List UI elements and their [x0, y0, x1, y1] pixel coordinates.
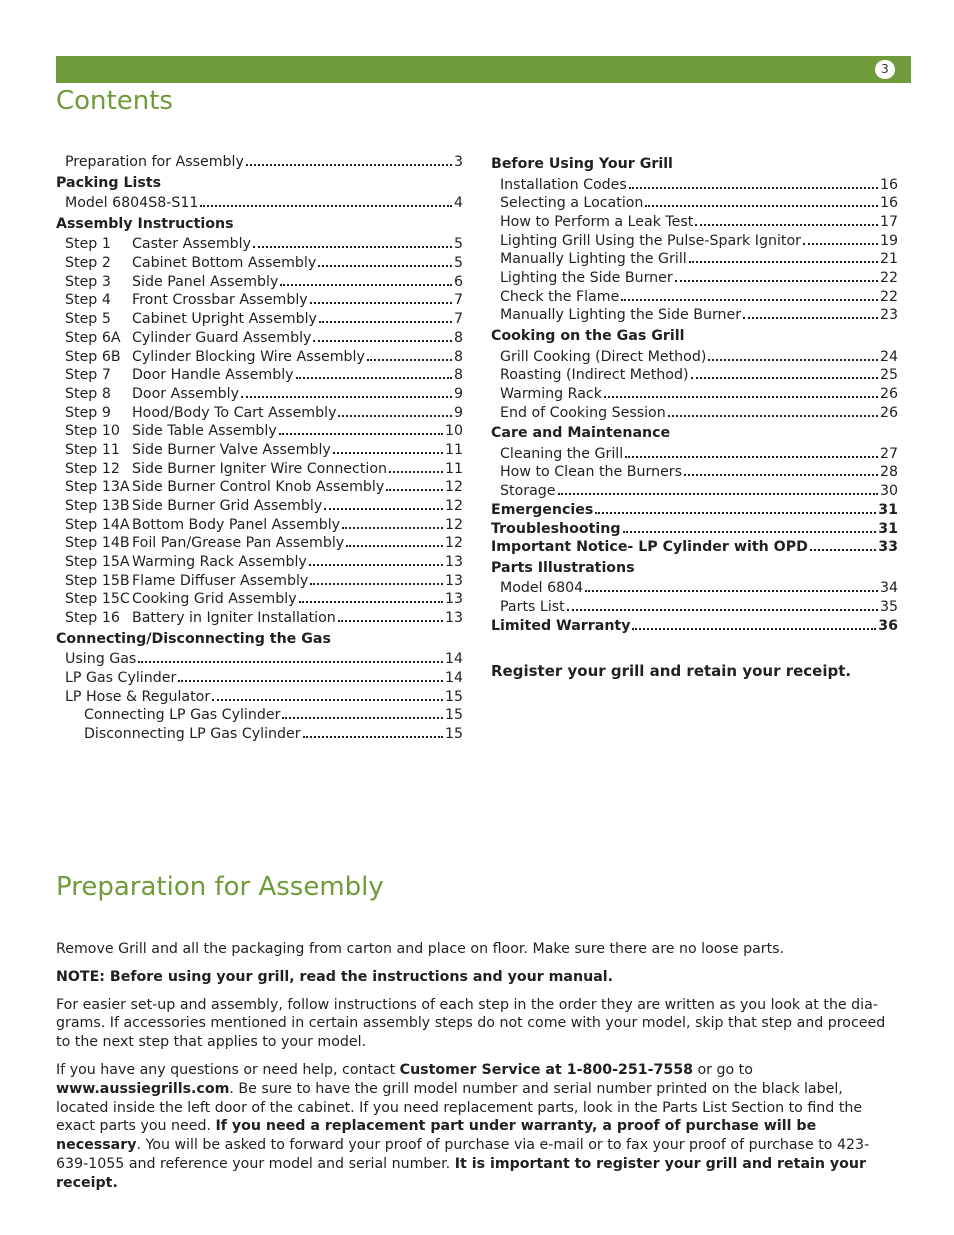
dot-leader	[623, 531, 877, 533]
register-note: Register your grill and retain your receipt.	[491, 662, 852, 680]
toc-step-number: Step 14A	[65, 516, 130, 533]
dot-leader	[324, 508, 443, 510]
toc-entry[interactable]	[491, 232, 898, 251]
toc-entry-label: Front Crossbar Assembly	[132, 292, 308, 309]
dot-leader	[668, 415, 878, 417]
toc-entry-label: Selecting a Location	[500, 195, 644, 212]
toc-entry[interactable]	[491, 598, 898, 617]
dot-leader	[645, 205, 878, 207]
toc-step-number: Step 10	[65, 423, 120, 440]
toc-entry-label: Emergencies	[491, 501, 594, 518]
toc-entry-label: Manually Lighting the Grill	[500, 251, 687, 268]
dot-leader	[346, 545, 443, 547]
toc-entry-label: Connecting LP Gas Cylinder	[84, 707, 281, 724]
toc-entry-label: Warming Rack	[500, 385, 602, 402]
toc-page-number: 9	[453, 385, 463, 402]
dot-leader	[585, 590, 878, 592]
toc-entry-label: Model 6804S8-S11	[65, 195, 199, 212]
toc-step-number: Step 13B	[65, 498, 130, 514]
toc-entry[interactable]	[491, 194, 898, 213]
dot-leader	[342, 527, 443, 529]
dot-leader	[280, 284, 452, 286]
dot-leader	[743, 317, 878, 319]
toc-entry[interactable]	[56, 725, 463, 744]
toc-entry-label: LP Gas Cylinder	[65, 670, 177, 686]
toc-page-number: 7	[453, 292, 463, 309]
toc-entry-label: Cylinder Guard Assembly	[132, 329, 312, 346]
toc-page-number: 8	[453, 367, 463, 384]
dot-leader	[200, 205, 452, 207]
dot-leader	[604, 396, 878, 398]
toc-entry-label: How to Perform a Leak Test	[500, 213, 694, 230]
warranty-text: If you need a replacement part under warranty, a proof of purchase will be necessary	[56, 1118, 817, 1154]
toc-entry[interactable]	[491, 366, 898, 385]
toc-entry-label: Bottom Body Panel Assembly	[132, 516, 341, 533]
toc-page-number: 15	[444, 707, 463, 724]
toc-entry[interactable]	[491, 385, 898, 404]
toc-entry-label: End of Cooking Session	[500, 404, 666, 421]
text: If you have any questions or need help, contact	[56, 1061, 400, 1078]
toc-page-number: 19	[879, 232, 898, 249]
toc-step-number: Step 6A	[65, 329, 121, 346]
customer-service-text: Customer Service at 1-800-251-7558	[399, 1061, 693, 1078]
toc-entry[interactable]	[56, 235, 463, 254]
dot-leader	[338, 415, 451, 417]
toc-entry-label: Preparation for Assembly	[65, 154, 244, 170]
toc-page-number: 5	[453, 255, 463, 272]
note-paragraph: NOTE: Before using your grill, read the instructions and your manual.	[56, 968, 614, 985]
toc-left-column	[56, 153, 463, 744]
toc-step-number: Step 16	[65, 610, 120, 627]
toc-entry[interactable]	[56, 348, 463, 367]
toc-page-number: 24	[879, 348, 898, 365]
toc-page-number: 28	[879, 464, 898, 481]
paragraph: Remove Grill and all the packaging from carton and place on floor. Make sure there are no loose parts.	[56, 941, 785, 957]
dot-leader	[253, 246, 452, 248]
toc-entry-label: Battery in Igniter Installation	[132, 610, 336, 627]
dot-leader	[803, 243, 878, 245]
toc-entry[interactable]	[491, 250, 898, 269]
toc-entry[interactable]	[491, 520, 898, 539]
toc-step-number: Step 15C	[65, 591, 130, 608]
toc-page-number: 16	[879, 195, 898, 212]
toc-page-number: 27	[879, 445, 898, 462]
toc-entry[interactable]	[491, 404, 898, 423]
toc-step-number: Step 14B	[65, 535, 130, 552]
dot-leader	[241, 396, 452, 398]
toc-page-number: 14	[444, 651, 463, 668]
toc-page-number: 23	[879, 307, 898, 324]
toc-right-column	[491, 153, 898, 635]
toc-entry-label: Cabinet Bottom Assembly	[132, 255, 317, 272]
dot-leader	[689, 261, 878, 263]
toc-section-heading: Care and Maintenance	[491, 425, 671, 442]
toc-entry-label: Caster Assembly	[132, 236, 252, 253]
toc-entry[interactable]	[56, 706, 463, 725]
dot-leader	[684, 474, 878, 476]
toc-step-number: Step 2	[65, 255, 111, 272]
text: . You will be asked to forward your proof of purchase via e-mail or to fax your proof of purchase to 423-639-1055 and reference your model and serial number.	[56, 1137, 870, 1172]
dot-leader	[386, 489, 443, 491]
toc-entry[interactable]	[56, 422, 463, 441]
toc-page-number: 30	[879, 483, 898, 500]
toc-step-number: Step 12	[65, 460, 120, 477]
toc-section-heading: Cooking on the Gas Grill	[491, 328, 685, 344]
text: or go to	[692, 1061, 753, 1078]
text: . Be sure to have the grill model number and serial number printed on the black label, located inside the left door of the cabinet. If you need replacement parts, look in the Parts List Section to find the exact parts you need.	[56, 1080, 863, 1135]
toc-page-number: 13	[444, 591, 463, 608]
toc-page-number: 17	[879, 213, 898, 230]
toc-entry[interactable]	[491, 176, 898, 195]
toc-entry-label: Side Burner Grid Assembly	[132, 498, 323, 514]
toc-entry-label: Side Burner Control Knob Assembly	[132, 479, 385, 496]
toc-step-number: Step 4	[65, 292, 111, 309]
dot-leader	[595, 512, 876, 514]
preparation-body	[56, 940, 896, 1202]
toc-entry-label: Parts List	[500, 599, 565, 616]
dot-leader	[303, 736, 443, 738]
toc-entry-label: LP Hose & Regulator	[65, 688, 211, 705]
dot-leader	[310, 302, 452, 304]
dot-leader	[318, 265, 452, 267]
toc-page-number: 36	[878, 617, 898, 634]
toc-entry[interactable]	[56, 534, 463, 553]
toc-page-number: 6	[453, 273, 463, 290]
toc-entry[interactable]	[56, 291, 463, 310]
toc-entry[interactable]	[56, 254, 463, 273]
dot-leader	[567, 609, 878, 611]
toc-entry-label: Hood/Body To Cart Assembly	[132, 404, 337, 421]
toc-entry-label: Cooking Grid Assembly	[132, 591, 297, 608]
toc-entry[interactable]	[56, 153, 463, 172]
toc-entry[interactable]	[491, 306, 898, 325]
toc-entry-label: Side Burner Igniter Wire Connection	[132, 460, 388, 477]
dot-leader	[695, 224, 878, 226]
toc-entry-label: Side Panel Assembly	[132, 273, 279, 290]
dot-leader	[632, 628, 876, 630]
toc-entry[interactable]	[491, 538, 898, 557]
toc-entry-label: Cylinder Blocking Wire Assembly	[132, 348, 365, 365]
toc-entry[interactable]	[56, 650, 463, 669]
header-bar	[56, 56, 911, 83]
toc-entry[interactable]	[56, 590, 463, 609]
dot-leader	[319, 321, 452, 323]
toc-step-number: Step 9	[65, 404, 111, 421]
toc-step-number: Step 13A	[65, 479, 130, 496]
toc-entry-label: Using Gas	[65, 651, 137, 668]
toc-entry-label: Limited Warranty	[491, 617, 631, 634]
toc-step-number: Step 1	[65, 236, 111, 253]
toc-page-number: 25	[879, 367, 898, 384]
toc-entry-label: Check the Flame	[500, 288, 620, 305]
toc-page-number: 8	[453, 329, 463, 346]
toc-entry[interactable]	[56, 553, 463, 572]
toc-page-number: 21	[879, 251, 898, 268]
dot-leader	[675, 280, 878, 282]
dot-leader	[178, 680, 443, 682]
paragraph: For easier set-up and assembly, follow instructions of each step in the order they are written as you look at the dia-grams. If accessories mentioned in certain assembly steps do not come with your model, skip that step and proceed to the next step that applies to your model.	[56, 996, 886, 1051]
toc-page-number: 8	[453, 348, 463, 365]
toc-page-number: 13	[444, 572, 463, 589]
toc-entry[interactable]	[491, 445, 898, 464]
dot-leader	[246, 164, 452, 166]
toc-entry[interactable]	[56, 460, 463, 479]
toc-entry[interactable]	[56, 516, 463, 535]
toc-entry[interactable]	[56, 310, 463, 329]
toc-page-number: 10	[444, 423, 463, 440]
toc-entry[interactable]	[491, 348, 898, 367]
toc-page-number: 31	[878, 520, 898, 537]
toc-page-number: 22	[879, 288, 898, 305]
dot-leader	[558, 493, 878, 495]
dot-leader	[279, 433, 443, 435]
page-number-badge: 3	[875, 60, 895, 79]
toc-entry-label: Model 6804	[500, 580, 584, 597]
toc-page-number: 16	[879, 176, 898, 193]
toc-page-number: 5	[453, 236, 463, 253]
toc-page-number: 12	[444, 479, 463, 496]
toc-entry[interactable]	[491, 269, 898, 288]
toc-page-number: 12	[444, 516, 463, 533]
toc-step-number: Step 15B	[65, 572, 130, 589]
toc-step-number: Step 11	[65, 441, 120, 458]
toc-entry[interactable]	[56, 497, 463, 516]
toc-entry-label: Warming Rack Assembly	[132, 554, 307, 571]
dot-leader	[810, 549, 876, 551]
toc-entry[interactable]	[56, 194, 463, 213]
toc-entry[interactable]	[56, 478, 463, 497]
toc-step-number: Step 5	[65, 311, 111, 328]
toc-page-number: 4	[453, 195, 463, 212]
website-link[interactable]: www.aussiegrills.com	[56, 1080, 230, 1097]
toc-entry-label: Foil Pan/Grease Pan Assembly	[132, 535, 345, 552]
toc-entry-label: Cabinet Upright Assembly	[132, 311, 317, 328]
toc-section-heading: Parts Illustrations	[491, 559, 635, 576]
toc-entry-label: Cleaning the Grill	[500, 445, 624, 462]
toc-entry[interactable]	[56, 385, 463, 404]
toc-entry-label: Troubleshooting	[491, 520, 621, 537]
dot-leader	[389, 471, 443, 473]
toc-entry[interactable]	[491, 463, 898, 482]
toc-page-number: 3	[453, 154, 463, 170]
toc-step-number: Step 15A	[65, 554, 130, 571]
toc-page-number: 13	[444, 554, 463, 571]
toc-page-number: 31	[878, 501, 898, 518]
toc-entry[interactable]	[56, 441, 463, 460]
toc-step-number: Step 3	[65, 273, 111, 290]
dot-leader	[333, 452, 443, 454]
toc-entry-label: Door Handle Assembly	[132, 367, 294, 384]
toc-entry[interactable]	[491, 482, 898, 501]
toc-step-number: Step 8	[65, 385, 111, 402]
dot-leader	[338, 620, 443, 622]
toc-entry[interactable]	[491, 579, 898, 598]
toc-entry[interactable]	[56, 572, 463, 591]
toc-entry-label: Manually Lighting the Side Burner	[500, 307, 742, 324]
toc-step-number: Step 6B	[65, 348, 121, 365]
toc-entry-label: Roasting (Indirect Method)	[500, 367, 689, 384]
toc-entry[interactable]	[56, 609, 463, 628]
toc-page-number: 35	[879, 599, 898, 616]
toc-page-number: 33	[878, 539, 898, 556]
toc-entry[interactable]	[491, 288, 898, 307]
toc-page-number: 11	[444, 441, 463, 458]
dot-leader	[313, 340, 452, 342]
toc-page-number: 13	[444, 610, 463, 627]
toc-page-number: 11	[444, 460, 463, 477]
dot-leader	[296, 377, 452, 379]
toc-entry[interactable]	[56, 366, 463, 385]
toc-entry-label: Flame Diffuser Assembly	[132, 572, 309, 589]
toc-section-heading: Assembly Instructions	[56, 215, 234, 232]
dot-leader	[309, 564, 443, 566]
dot-leader	[621, 299, 878, 301]
register-text: It is important to register your grill and retain your receipt.	[56, 1155, 867, 1191]
toc-page-number: 15	[444, 726, 463, 743]
dot-leader	[282, 717, 443, 719]
toc-entry[interactable]	[56, 669, 463, 688]
toc-entry[interactable]	[56, 329, 463, 348]
paragraph	[56, 1061, 896, 1193]
toc-page-number: 9	[453, 404, 463, 421]
toc-entry-label: Side Burner Valve Assembly	[132, 441, 331, 458]
toc-page-number: 26	[879, 404, 898, 421]
dot-leader	[691, 377, 878, 379]
toc-page-number: 15	[444, 688, 463, 705]
toc-entry-label: How to Clean the Burners	[500, 464, 683, 481]
toc-step-number: Step 7	[65, 367, 111, 384]
contents-title: Contents	[56, 86, 173, 116]
toc-entry-label: Door Assembly	[132, 385, 240, 402]
toc-entry[interactable]	[56, 688, 463, 707]
toc-page-number: 14	[444, 670, 463, 686]
dot-leader	[629, 187, 878, 189]
preparation-title: Preparation for Assembly	[56, 872, 384, 902]
dot-leader	[212, 699, 443, 701]
toc-section-heading: Packing Lists	[56, 174, 162, 191]
toc-entry-label: Important Notice- LP Cylinder with OPD	[491, 539, 808, 556]
toc-entry[interactable]	[491, 501, 898, 520]
toc-section-heading: Before Using Your Grill	[491, 156, 673, 172]
toc-page-number: 12	[444, 535, 463, 552]
toc-entry-label: Lighting the Side Burner	[500, 269, 673, 286]
toc-entry-label: Installation Codes	[500, 176, 627, 193]
dot-leader	[708, 359, 878, 361]
toc-entry[interactable]	[491, 213, 898, 232]
toc-page-number: 26	[879, 385, 898, 402]
toc-entry[interactable]	[56, 273, 463, 292]
toc-entry-label: Grill Cooking (Direct Method)	[500, 348, 707, 365]
toc-page-number: 22	[879, 269, 898, 286]
dot-leader	[367, 359, 452, 361]
toc-entry[interactable]	[491, 617, 898, 636]
toc-page-number: 34	[879, 580, 898, 597]
dot-leader	[310, 583, 443, 585]
dot-leader	[138, 661, 443, 663]
toc-entry[interactable]	[56, 404, 463, 423]
dot-leader	[299, 601, 443, 603]
toc-page-number: 7	[453, 311, 463, 328]
toc-entry-label: Disconnecting LP Gas Cylinder	[84, 726, 301, 743]
toc-entry-label: Lighting Grill Using the Pulse-Spark Ignitor	[500, 232, 801, 249]
toc-page-number: 12	[444, 498, 463, 514]
toc-entry-label: Side Table Assembly	[132, 423, 277, 440]
dot-leader	[625, 456, 878, 458]
toc-section-heading: Connecting/Disconnecting the Gas	[56, 630, 331, 647]
toc-entry-label: Storage	[500, 483, 556, 500]
